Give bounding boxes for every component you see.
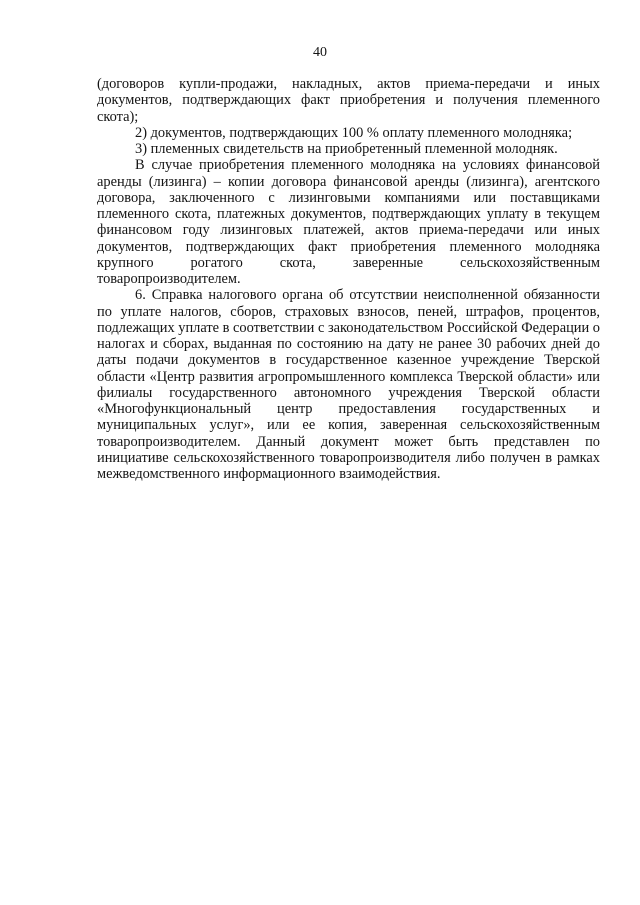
page-number: 40 — [313, 45, 327, 60]
paragraph-continuation: (договоров купли-продажи, накладных, актов приема-передачи и иных документов, подтверждающих факт приобретения и получения племенного скота); — [97, 76, 600, 125]
paragraph-item-3: 3) племенных свидетельств на приобретенный племенной молодняк. — [135, 141, 558, 157]
document-body — [97, 76, 600, 482]
paragraph-item-6: 6. Справка налогового органа об отсутствии неисполненной обязанности по уплате налогов, сборов, страховых взносов, пеней, штрафов, процентов, подлежащих уплате в соответствии с законодательством Российской Федерации о налогах и сборах, выданная по состоянию на дату не ранее 30 рабочих дней до даты подачи документов в государственное казенное учреждение Тверской области «Центр развития агропромышленного комплекса Тверской области» или филиалы государственного автономного учреждения Тверской области «Многофункциональный центр предоставления государственных и муниципальных услуг», или ее копия, заверенная сельскохозяйственным товаропроизводителем. Данный документ может быть представлен по инициативе сельскохозяйственного товаропроизводителя либо получен в рамках межведомственного информационного взаимодействия. — [97, 287, 600, 482]
paragraph-leasing: В случае приобретения племенного молодняка на условиях финансовой аренды (лизинга) – копии договора финансовой аренды (лизинга), агентского договора, заключенного с лизинговыми компаниями или поставщиками племенного скота, платежных документов, подтверждающих уплату в текущем финансовом году лизинговых платежей, актов приема-передачи или иных документов, подтверждающих факт приобретения племенного молодняка крупного рогатого скота, заверенные сельскохозяйственным товаропроизводителем. — [97, 157, 600, 287]
paragraph-item-2: 2) документов, подтверждающих 100 % оплату племенного молодняка; — [135, 124, 573, 141]
